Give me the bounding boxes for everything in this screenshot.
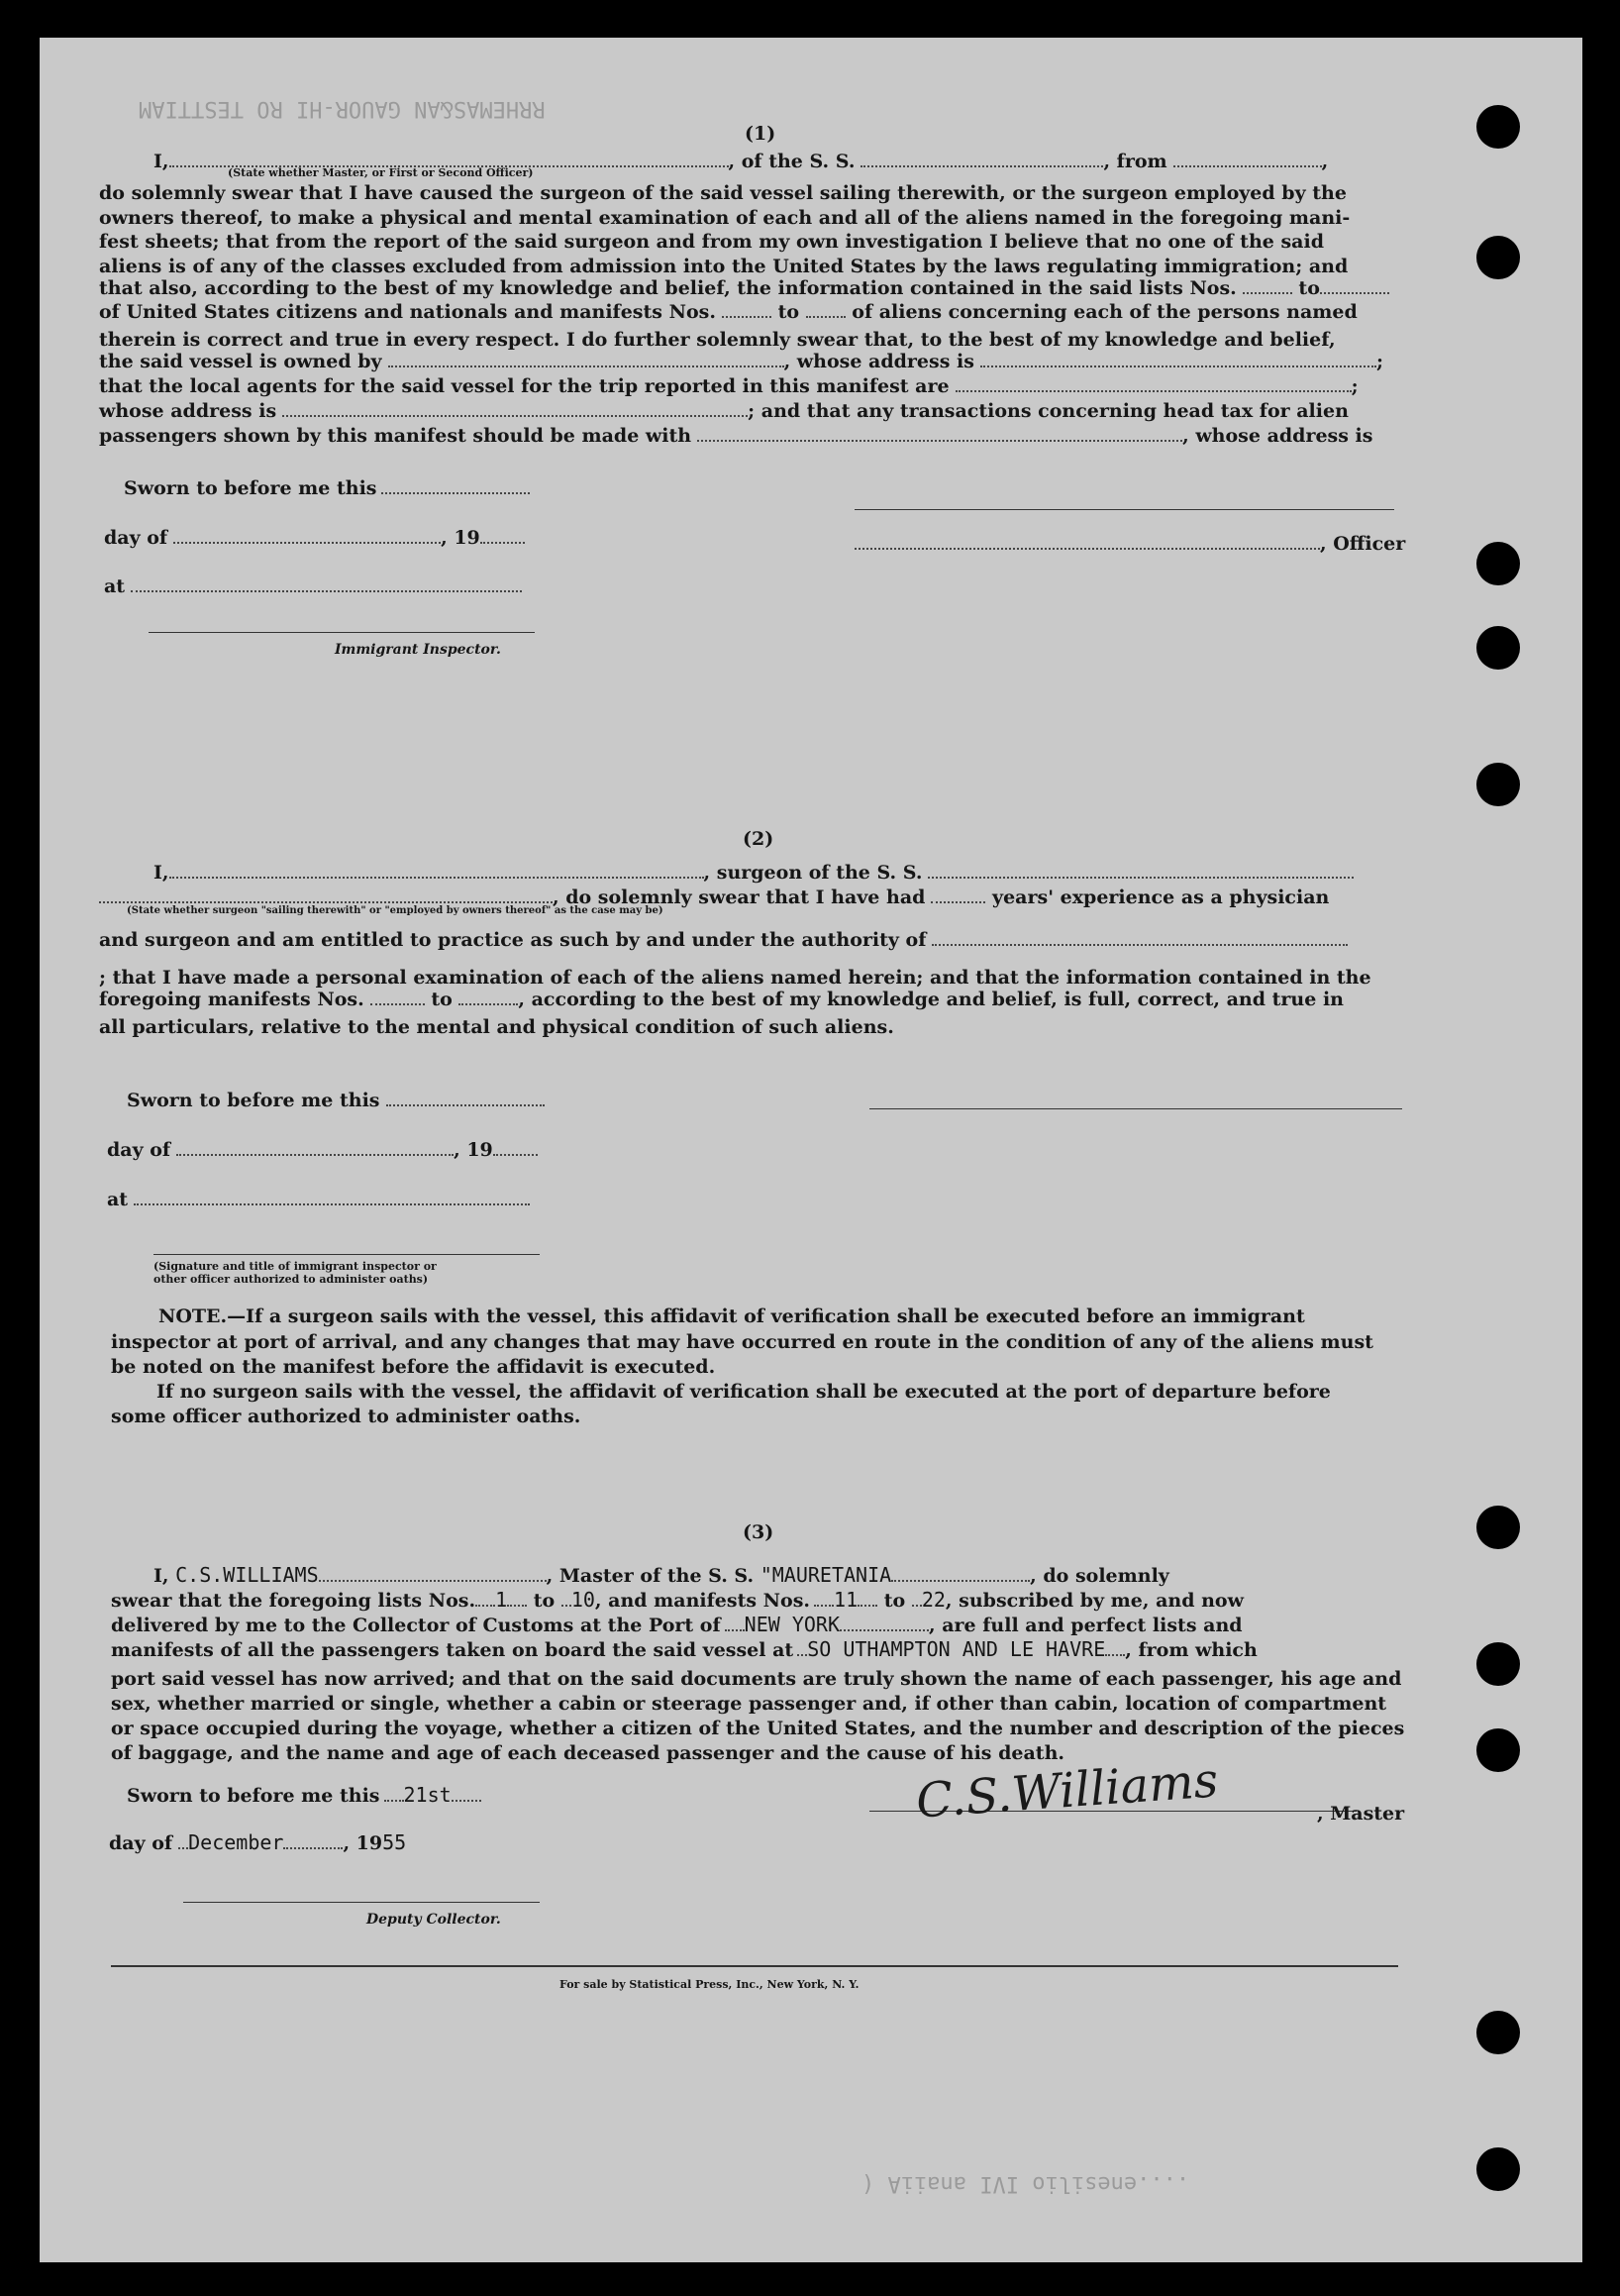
bleed-through-text-bottom: ....enesilio IVI anaiiA ( bbox=[861, 2171, 1190, 2196]
s2-note-2: inspector at port of arrival, and any changes that may have occurred en route in the condition of any of the aliens must bbox=[111, 1331, 1373, 1353]
s3-line-6: sex, whether married or single, whether a cabin or steerage passenger and, if other than cabin, location of compartment bbox=[111, 1693, 1387, 1715]
s3-line-5: port said vessel has now arrived; and that on the said documents are truly shown the name of each passenger, his age and bbox=[111, 1668, 1402, 1690]
s2-inspector-line bbox=[153, 1254, 540, 1255]
port-name: NEW YORK bbox=[744, 1613, 840, 1636]
s1-at: at bbox=[104, 575, 522, 597]
footer-rule bbox=[111, 1965, 1398, 1967]
punch-hole bbox=[1476, 105, 1520, 149]
origin-ports: SO UTHAMPTON AND LE HAVRE bbox=[807, 1637, 1106, 1661]
s1-day-of: day of , 19 bbox=[104, 527, 525, 549]
s1-para-8: the said vessel is owned by , whose address is ; bbox=[99, 351, 1383, 372]
section-1-heading: (1) bbox=[745, 123, 776, 145]
section-2-heading: (2) bbox=[743, 828, 774, 850]
s1-para-11: passengers shown by this manifest should be made with , whose address is bbox=[99, 425, 1373, 447]
s1-para-10: whose address is ; and that any transactions concerning head tax for alien bbox=[99, 400, 1349, 422]
s2-note-1: NOTE.—If a surgeon sails with the vessel, this affidavit of verification shall be executed before an immigrant bbox=[158, 1305, 1305, 1327]
manifest-from: 11 bbox=[834, 1588, 859, 1612]
s2-note-3: be noted on the manifest before the affidavit is executed. bbox=[111, 1356, 716, 1378]
bleed-through-text: RRHEMAS&AN GAUOR-HI RO TESTTIAM bbox=[139, 96, 546, 121]
s1-para-3: fest sheets; that from the report of the said surgeon and from my own investigation I believe that no one of the said bbox=[99, 231, 1324, 253]
master-signature: C.S.Williams bbox=[914, 1752, 1220, 1829]
s1-officer: , Officer bbox=[855, 533, 1405, 555]
s2-note-4: If no surgeon sails with the vessel, the affidavit of verification shall be executed at the port of departure before bbox=[156, 1381, 1331, 1403]
s1-sworn: Sworn to before me this bbox=[124, 477, 530, 499]
s2-sign-line bbox=[869, 1108, 1402, 1109]
s2-line-3: and surgeon and am entitled to practice as such by and under the authority of bbox=[99, 929, 1348, 951]
sworn-month: December bbox=[188, 1830, 284, 1854]
s3-collector-line bbox=[183, 1902, 540, 1903]
s3-collector-caption: Deputy Collector. bbox=[366, 1912, 501, 1928]
s3-sworn: Sworn to before me this 21st bbox=[127, 1783, 481, 1807]
s2-sigtitle-1: (Signature and title of immigrant inspector or bbox=[153, 1260, 437, 1273]
s3-line-8: of baggage, and the name and age of each deceased passenger and the cause of his death. bbox=[111, 1742, 1064, 1764]
s1-para-9: that the local agents for the said vessel for the trip reported in this manifest are ; bbox=[99, 375, 1359, 397]
manifest-page bbox=[40, 38, 1582, 2262]
section-3-heading: (3) bbox=[743, 1521, 774, 1543]
s3-master-label: , Master bbox=[1317, 1803, 1405, 1825]
ship-name: "MAURETANIA bbox=[759, 1563, 892, 1587]
manifest-to: 22 bbox=[921, 1588, 946, 1612]
s2-sigtitle-2: other officer authorized to administer oaths) bbox=[153, 1273, 429, 1286]
s3-line-7: or space occupied during the voyage, whether a citizen of the United States, and the number and description of the pieces bbox=[111, 1718, 1405, 1739]
sworn-day: 21st bbox=[403, 1783, 452, 1807]
punch-hole bbox=[1476, 1728, 1520, 1772]
s2-line-6: all particulars, relative to the mental and physical condition of such aliens. bbox=[99, 1016, 894, 1038]
footer-imprint: For sale by Statistical Press, Inc., New York, N. Y. bbox=[559, 1978, 860, 1991]
punch-hole bbox=[1476, 236, 1520, 279]
s2-note-5: some officer authorized to administer oaths. bbox=[111, 1406, 581, 1427]
s2-at: at bbox=[107, 1189, 530, 1210]
punch-hole bbox=[1476, 626, 1520, 670]
sworn-year: 55 bbox=[382, 1830, 407, 1854]
punch-hole bbox=[1476, 1642, 1520, 1686]
s1-para-6: of United States citizens and nationals and manifests Nos. to of aliens concerning each of the persons named bbox=[99, 301, 1358, 323]
s2-sworn: Sworn to before me this bbox=[127, 1090, 545, 1111]
s1-para-1: do solemnly swear that I have caused the surgeon of the said vessel sailing therewith, or the surgeon employed by the bbox=[99, 182, 1347, 204]
s2-day-of: day of , 19 bbox=[107, 1139, 538, 1161]
master-name: C.S.WILLIAMS bbox=[175, 1563, 319, 1587]
s1-para-7: therein is correct and true in every respect. I do further solemnly swear that, to the best of my knowledge and belief, bbox=[99, 329, 1336, 351]
s1-line-1: I, , of the S. S. , from , bbox=[153, 151, 1329, 172]
punch-hole bbox=[1476, 763, 1520, 806]
s3-line-3: delivered by me to the Collector of Customs at the Port of NEW YORK , are full and perfect lists and bbox=[111, 1613, 1243, 1636]
s1-para-4: aliens is of any of the classes excluded from admission into the United States by the laws regulating immigration; and bbox=[99, 256, 1349, 277]
s1-inspector-caption: Immigrant Inspector. bbox=[335, 642, 501, 658]
s3-day-of: day of December , 1955 bbox=[109, 1830, 407, 1854]
punch-hole bbox=[1476, 542, 1520, 585]
list-from: 1 bbox=[495, 1588, 508, 1612]
s1-para-5: that also, according to the best of my knowledge and belief, the information contained in the said lists Nos. to bbox=[99, 277, 1389, 299]
s3-line-1: I, C.S.WILLIAMS , Master of the S. S. "MAURETANIA , do solemnly bbox=[153, 1563, 1169, 1587]
s3-line-2: swear that the foregoing lists Nos. 1 to 10, and manifests Nos. 11 to 22, subscribed by me, and now bbox=[111, 1588, 1244, 1612]
punch-hole bbox=[1476, 2147, 1520, 2191]
s2-line-2-caption: (State whether surgeon "sailing therewith" or "employed by owners thereof" as the case may be) bbox=[127, 905, 663, 916]
s3-line-4: manifests of all the passengers taken on board the said vessel at SO UTHAMPTON AND LE HAVRE , from which bbox=[111, 1637, 1258, 1661]
s2-line-4: ; that I have made a personal examination of each of the aliens named herein; and that the information contained in the bbox=[99, 967, 1371, 989]
punch-hole bbox=[1476, 2011, 1520, 2054]
s1-inspector-line bbox=[149, 632, 535, 633]
punch-hole bbox=[1476, 1506, 1520, 1549]
s2-line-1: I, , surgeon of the S. S. bbox=[153, 862, 1354, 884]
s1-sign-line-1 bbox=[855, 509, 1394, 510]
s1-para-2: owners thereof, to make a physical and mental examination of each and all of the aliens named in the foregoing mani- bbox=[99, 207, 1351, 229]
s1-line-1-caption: (State whether Master, or First or Second Officer) bbox=[228, 166, 534, 179]
s2-line-2: , do solemnly swear that I have had years' experience as a physician bbox=[99, 887, 1329, 908]
list-to: 10 bbox=[570, 1588, 595, 1612]
s2-line-5: foregoing manifests Nos. to , according to the best of my knowledge and belief, is full, correct, and true in bbox=[99, 989, 1344, 1010]
